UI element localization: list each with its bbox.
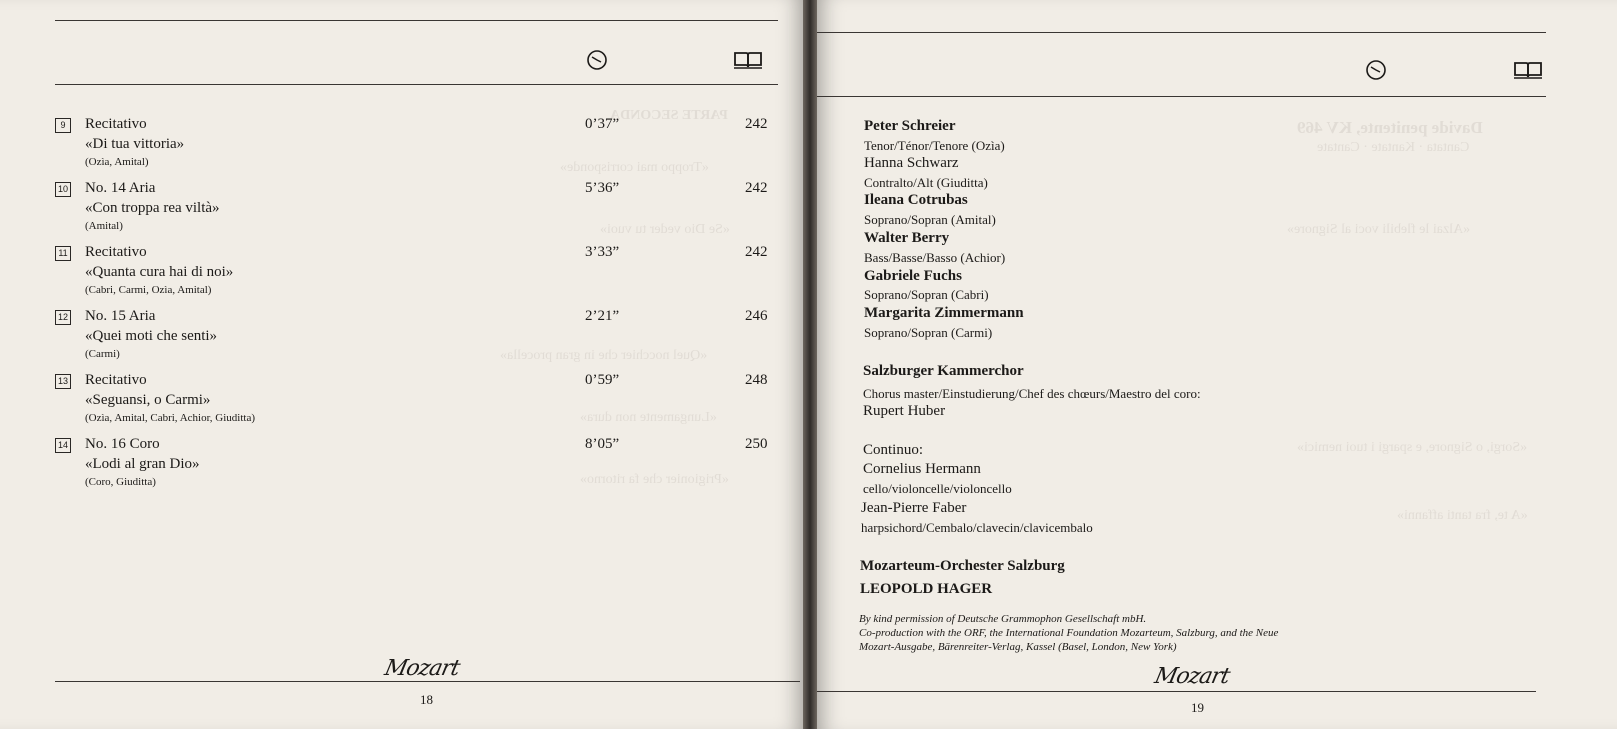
bleed-through-text: «Quel nocchier che in gran procella» [500,348,708,363]
track-libretto-page: 248 [745,372,768,388]
track-number: 10 [55,182,71,197]
bleed-through-text: «Lungamente non dura» [580,410,717,425]
soloist-role: Bass/Basse/Basso (Achior) [864,250,1006,265]
track-type: Recitativo [85,372,147,388]
track-row [55,116,775,174]
soloist-name: Margarita Zimmermann [864,305,1024,321]
track-cast: (Carmi) [85,348,120,360]
track-number: 11 [55,246,71,261]
mozart-signature: Mozart [1152,664,1232,689]
clock-icon [1365,60,1387,80]
bleed-through-text: «Sorgi, o Signore, e spargi i tuoi nemici» [1297,440,1528,455]
track-cast: (Coro, Giuditta) [85,476,156,488]
track-duration: 8’05” [585,436,620,452]
track-type: No. 16 Coro [85,436,160,452]
soloist-role: Soprano/Sopran (Cabri) [864,287,989,302]
track-number: 9 [55,118,71,133]
top-rule [817,32,1546,33]
track-cast: (Ozìa, Amital, Cabri, Achior, Giuditta) [85,412,256,424]
track-duration: 3’33” [585,244,620,260]
header-rule [817,96,1546,97]
footer-rule [817,691,1536,692]
soloist-name: Ileana Cotrubas [864,192,968,208]
page-number: 18 [420,692,433,707]
track-libretto-page: 250 [745,436,768,452]
chorus-master-name: Rupert Huber [863,403,946,419]
continuo-instrument: cello/violoncelle/violoncello [863,481,1012,496]
track-type: Recitativo [85,244,147,260]
book-icon [733,51,763,69]
bleed-through-text: Davide penitente, KV 469 [1297,118,1483,137]
bleed-through-text: PARTE SECONDA [610,108,728,123]
track-title: «Di tua vittoria» [85,136,185,152]
track-type: No. 15 Aria [85,308,156,324]
continuo-player-name: Cornelius Hermann [863,461,981,477]
track-title: «Quanta cura hai di noi» [85,264,234,280]
track-title: «Lodi al gran Dio» [85,456,200,472]
orchestra-name: Mozarteum-Orchester Salzburg [860,558,1065,574]
track-title: «Seguansi, o Carmi» [85,392,211,408]
credits-line: Co-production with the ORF, the International Foundation Mozarteum, Salzburg, and the Neue [859,627,1279,639]
track-row [55,308,775,366]
clock-icon [586,50,608,70]
track-cast: (Ozìa, Amital) [85,156,149,168]
track-cast: (Cabri, Carmi, Ozìa, Amital) [85,284,212,296]
credits-line: By kind permission of Deutsche Grammophon Gesellschaft mbH. [859,613,1147,625]
choir-name: Salzburger Kammerchor [863,363,1024,379]
bleed-through-text: «Prigionier che fa ritorno» [580,472,729,487]
conductor-name: LEOPOLD HAGER [860,581,993,597]
soloist-name: Walter Berry [864,230,950,246]
track-title: «Quei moti che senti» [85,328,218,344]
soloist-role: Tenor/Ténor/Tenore (Ozìa) [864,138,1005,153]
track-libretto-page: 242 [745,116,768,132]
track-libretto-page: 242 [745,244,768,260]
track-duration: 2’21” [585,308,620,324]
bleed-through-text: «Se Dio veder tu vuoi» [600,222,730,237]
track-type: Recitativo [85,116,147,132]
footer-rule [55,681,800,682]
track-number: 13 [55,374,71,389]
track-number: 12 [55,310,71,325]
track-duration: 5’36” [585,180,620,196]
soloist-name: Hanna Schwarz [864,155,959,171]
track-type: No. 14 Aria [85,180,156,196]
track-row [55,180,775,238]
track-title: «Con troppa rea viltà» [85,200,220,216]
credits-line: Mozart-Ausgabe, Bärenreiter-Verlag, Kassel (Basel, London, New York) [859,641,1177,653]
track-cast: (Amital) [85,220,123,232]
continuo-player-name: Jean-Pierre Faber [861,500,967,516]
page-number: 19 [1191,700,1204,715]
left-page [0,0,803,729]
track-duration: 0’37” [585,116,620,132]
track-libretto-page: 242 [745,180,768,196]
track-libretto-page: 246 [745,308,768,324]
bleed-through-text: «Troppo mai corrisponde» [560,160,709,175]
top-rule [55,20,778,21]
bleed-through-text: «A te, fra tanti affanni» [1397,508,1528,523]
mozart-signature: Mozart [382,656,462,681]
track-row [55,436,775,494]
header-rule [55,84,778,85]
soloist-name: Gabriele Fuchs [864,268,962,284]
book-icon [1513,61,1543,79]
track-duration: 0’59” [585,372,620,388]
bleed-through-text: Cantata · Kantate · Cantate [1317,140,1470,155]
track-number: 14 [55,438,71,453]
right-page [817,0,1617,729]
chorus-master-label: Chorus master/Einstudierung/Chef des chœurs/Maestro del coro: [863,386,1201,401]
soloist-role: Soprano/Sopran (Amital) [864,212,996,227]
track-row [55,244,775,302]
track-row [55,372,775,430]
soloist-name: Peter Schreier [864,118,956,134]
continuo-label: Continuo: [863,442,924,458]
soloist-role: Soprano/Sopran (Carmi) [864,325,993,340]
bleed-through-text: «Alzai le flebili voci al Signore» [1287,222,1471,237]
continuo-instrument: harpsichord/Cembalo/clavecin/clavicembalo [861,520,1093,535]
book-gutter [803,0,817,729]
soloist-role: Contralto/Alt (Giuditta) [864,175,988,190]
